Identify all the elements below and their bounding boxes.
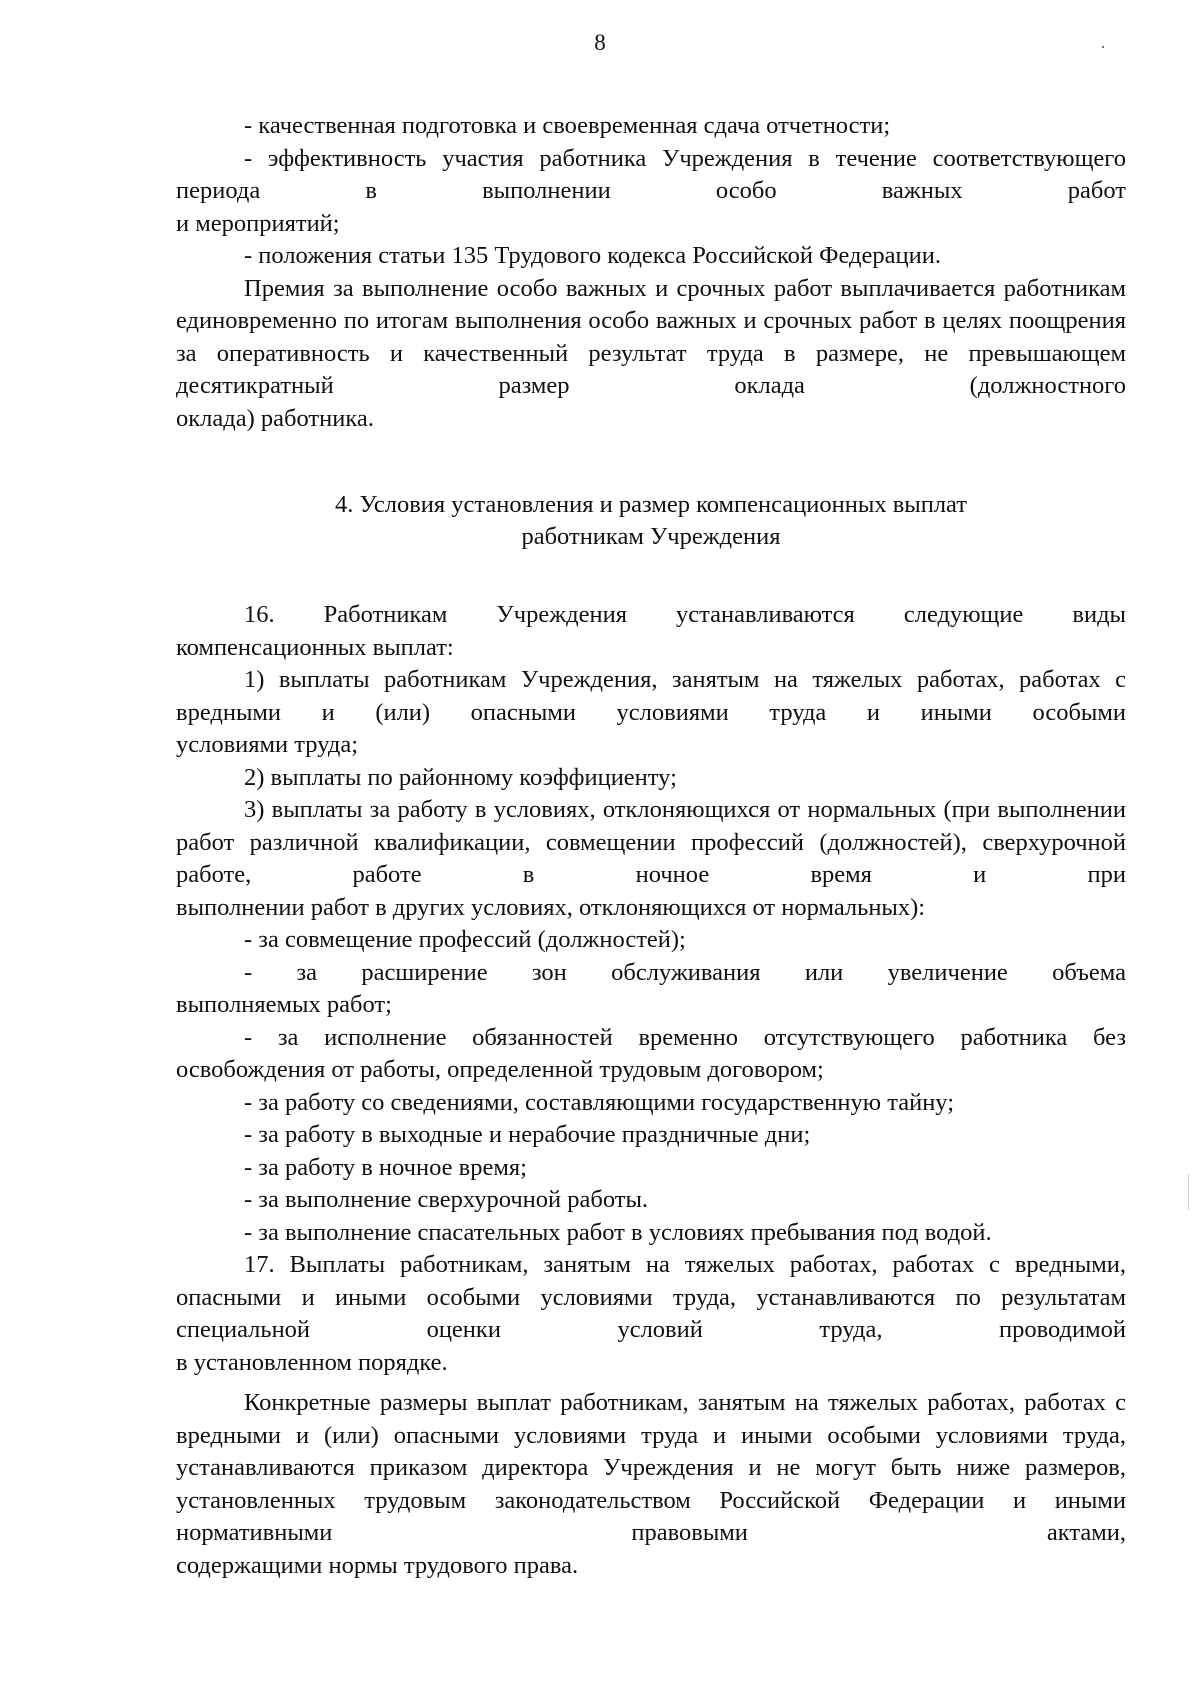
sub-item-end: выполняемых работ;: [176, 991, 392, 1018]
document-body: [176, 110, 1126, 1582]
section-heading: [176, 489, 1126, 553]
sub-item: - за работу в выходные и нерабочие праздничные дни;: [244, 1121, 811, 1148]
section-heading-line: работникам Учреждения: [521, 523, 781, 550]
sub-item: - за выполнение спасательных работ в условиях пребывания под водой.: [244, 1218, 992, 1246]
sub-item: - за расширение зон обслуживания или увеличение объема: [244, 958, 1126, 986]
sub-item: - за совмещение профессий (должностей);: [244, 926, 686, 953]
sub-item: - за работу в ночное время;: [244, 1153, 527, 1181]
scan-margin-mark: [1188, 1174, 1189, 1210]
list-item-end: выполнении работ в других условиях, отклоняющихся от нормальных):: [176, 893, 926, 921]
section-heading-line: 4. Условия установления и размер компенсационных выплат: [334, 491, 968, 518]
sub-item: - за исполнение обязанностей временно отсутствующего работника без: [244, 1023, 1126, 1051]
scan-speck: [1102, 46, 1104, 48]
paragraph-end: содержащими нормы трудового права.: [176, 1551, 579, 1579]
page-number: 8: [594, 30, 606, 55]
list-item: 1) выплаты работникам Учреждения, занятым на тяжелых работах, работах с вредными и (или) опасными условиями труда и иными особыми: [176, 666, 1126, 726]
sub-item: - за выполнение сверхурочной работы.: [244, 1186, 649, 1213]
clause-paragraph-end: в установленном порядке.: [176, 1348, 448, 1376]
list-item-continuation: и мероприятий;: [176, 209, 340, 237]
paragraph: Премия за выполнение особо важных и срочных работ выплачивается работникам единовременно по итогам выполнения особо важных и срочных работ в целях поощрения за оперативность и качественный результат труда в размере, не превышающем десятикратный размер оклада (должностного: [176, 274, 1126, 399]
list-item: - положения статьи 135 Трудового кодекса Российской Федерации.: [244, 242, 941, 269]
sub-item: - за работу со сведениями, составляющими государственную тайну;: [244, 1088, 955, 1116]
list-item-end: условиями труда;: [176, 731, 359, 758]
clause-paragraph: 17. Выплаты работникам, занятым на тяжелых работах, работах с вредными, опасными и иными особыми условиями труда, устанавливаются по результатам специальной оценки условий труда, проводимой: [176, 1251, 1126, 1343]
clause-intro: 16. Работникам Учреждения устанавливаются следующие виды: [244, 601, 1126, 628]
sub-item-end: освобождения от работы, определенной трудовым договором;: [176, 1056, 824, 1083]
clause-intro-end: компенсационных выплат:: [176, 633, 454, 661]
paragraph: Конкретные размеры выплат работникам, занятым на тяжелых работах, работах с вредными и (или) опасными условиями труда и иными особыми условиями труда, устанавливаются приказом директора Учреждения и не могут быть ниже размеров, установленных трудовым законодательством Российской Федерации и иными нормативными правовыми актами,: [176, 1389, 1126, 1546]
list-item: - эффективность участия работника Учреждения в течение соответствующего периода в выполнении особо важных работ: [176, 144, 1126, 204]
list-item: 3) выплаты за работу в условиях, отклоняющихся от нормальных (при выполнении работ различной квалификации, совмещении профессий (должностей), сверхурочной работе, работе в ночное время и при: [176, 796, 1126, 888]
list-item: 2) выплаты по районному коэффициенту;: [244, 763, 677, 791]
paragraph-end: оклада) работника.: [176, 404, 374, 432]
list-item: - качественная подготовка и своевременная сдача отчетности;: [244, 112, 891, 139]
